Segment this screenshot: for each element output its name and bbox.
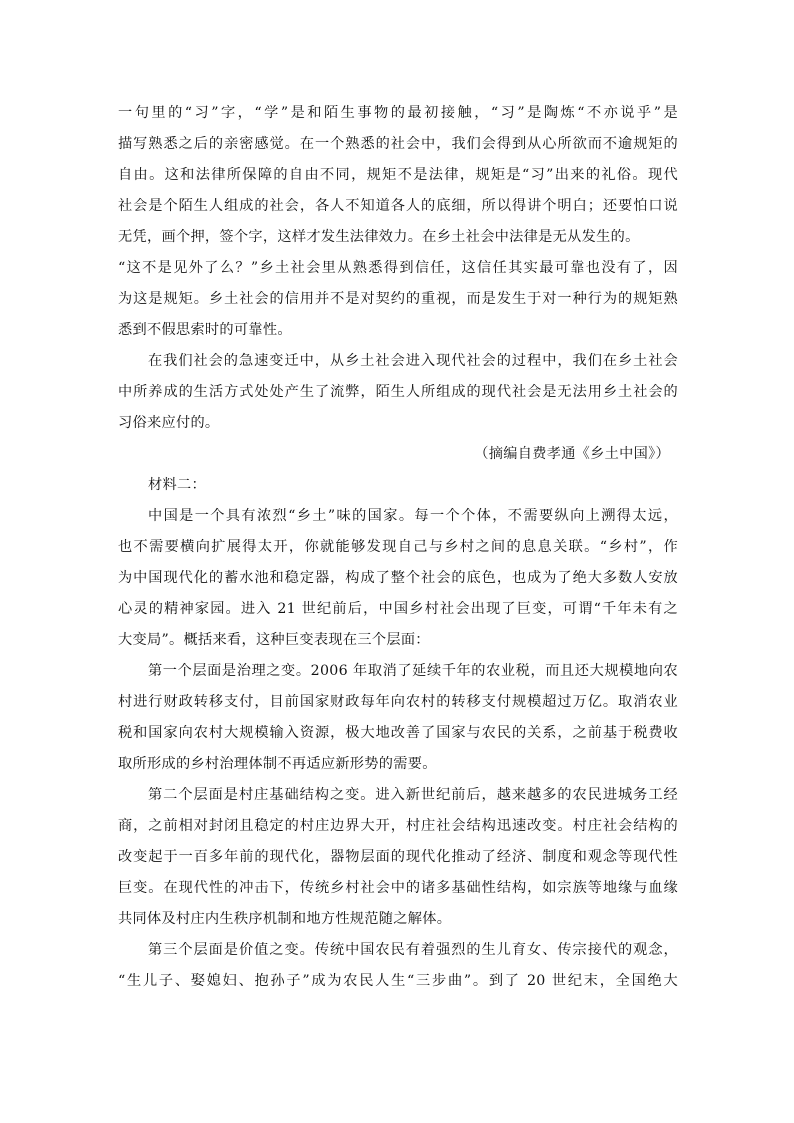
text-line: 无凭，画个押，签个字，这样才发生法律效力。在乡土社会中法律是无从发生的。 bbox=[118, 229, 640, 245]
text-line: 改变起于一百多年前的现代化，器物层面的现代化推动了经济、制度和观念等现代性 bbox=[118, 849, 678, 865]
text-line: 为这是规矩。乡土社会的信用并不是对契约的重视，而是发生于对一种行为的规矩熟 bbox=[118, 291, 678, 307]
text-line: 村进行财政转移支付，目前国家财政每年向农村的转移支付规模超过万亿。取消农业 bbox=[118, 694, 678, 710]
text-line: 悉到不假思索时的可靠性。 bbox=[118, 322, 292, 338]
paragraph-5 bbox=[118, 656, 678, 780]
text-line: 取所形成的乡村治理体制不再适应新形势的需要。 bbox=[118, 756, 437, 772]
material-label bbox=[118, 470, 678, 501]
text-line: 共同体及村庄内生秩序机制和地方性规范随之解体。 bbox=[118, 911, 452, 927]
source-attribution bbox=[118, 439, 678, 470]
text-line: 自由。这和法律所保障的自由不同，规矩不是法律，规矩是“习”出来的礼俗。现代 bbox=[118, 167, 678, 183]
paragraph-6 bbox=[118, 780, 678, 935]
text-line: 也不需要横向扩展得太开，你就能够发现自己与乡村之间的息息关联。“乡村”，作 bbox=[118, 539, 678, 555]
paragraph-3 bbox=[118, 346, 678, 439]
text-line: 一句里的“习”字，“学”是和陌生事物的最初接触，“习”是陶炼“不亦说乎”是 bbox=[118, 105, 678, 121]
section-heading: 材料二： bbox=[148, 477, 206, 493]
text-line: 大变局”。概括来看，这种巨变表现在三个层面： bbox=[118, 632, 430, 648]
text-line: 第一个层面是治理之变。2006 年取消了延续千年的农业税，而且还大规模地向农 bbox=[148, 663, 678, 679]
paragraph-2 bbox=[118, 253, 678, 346]
paragraph-1 bbox=[118, 98, 678, 253]
paragraph-7 bbox=[118, 935, 678, 997]
text-line: 心灵的精神家园。进入 21 世纪前后，中国乡村社会出现了巨变，可谓“千年未有之 bbox=[118, 601, 678, 617]
text-line: 中所养成的生活方式处处产生了流弊，陌生人所组成的现代社会是无法用乡土社会的 bbox=[118, 384, 678, 400]
text-line: 第三个层面是价值之变。传统中国农民有着强烈的生儿育女、传宗接代的观念， bbox=[148, 942, 678, 958]
text-line: 税和国家向农村大规模输入资源，极大地改善了国家与农民的关系，之前基于税费收 bbox=[118, 725, 678, 741]
text-line: 在我们社会的急速变迁中，从乡土社会进入现代社会的过程中，我们在乡土社会 bbox=[148, 353, 678, 369]
text-line: “这不是见外了么？”乡土社会里从熟悉得到信任，这信任其实最可靠也没有了，因 bbox=[118, 260, 678, 276]
paragraph-4 bbox=[118, 501, 678, 656]
text-line: 习俗来应付的。 bbox=[118, 415, 220, 431]
text-line: 中国是一个具有浓烈“乡土”味的国家。每一个个体，不需要纵向上溯得太远， bbox=[148, 508, 678, 524]
source-text: （摘编自费孝通《乡土中国》） bbox=[474, 446, 670, 462]
document-body bbox=[118, 98, 678, 997]
text-line: 第二个层面是村庄基础结构之变。进入新世纪前后，越来越多的农民进城务工经 bbox=[148, 787, 678, 803]
text-line: 社会是个陌生人组成的社会，各人不知道各人的底细，所以得讲个明白；还要怕口说 bbox=[118, 198, 678, 214]
text-line: 商，之前相对封闭且稳定的村庄边界大开，村庄社会结构迅速改变。村庄社会结构的 bbox=[118, 818, 678, 834]
text-line: 为中国现代化的蓄水池和稳定器，构成了整个社会的底色，也成为了绝大多数人安放 bbox=[118, 570, 678, 586]
text-line: “生儿子、娶媳妇、抱孙子”成为农民人生“三步曲”。到了 20 世纪末，全国绝大 bbox=[118, 973, 678, 989]
text-line: 描写熟悉之后的亲密感觉。在一个熟悉的社会中，我们会得到从心所欲而不逾规矩的 bbox=[118, 136, 678, 152]
text-line: 巨变。在现代性的冲击下，传统乡村社会中的诸多基础性结构，如宗族等地缘与血缘 bbox=[118, 880, 678, 896]
